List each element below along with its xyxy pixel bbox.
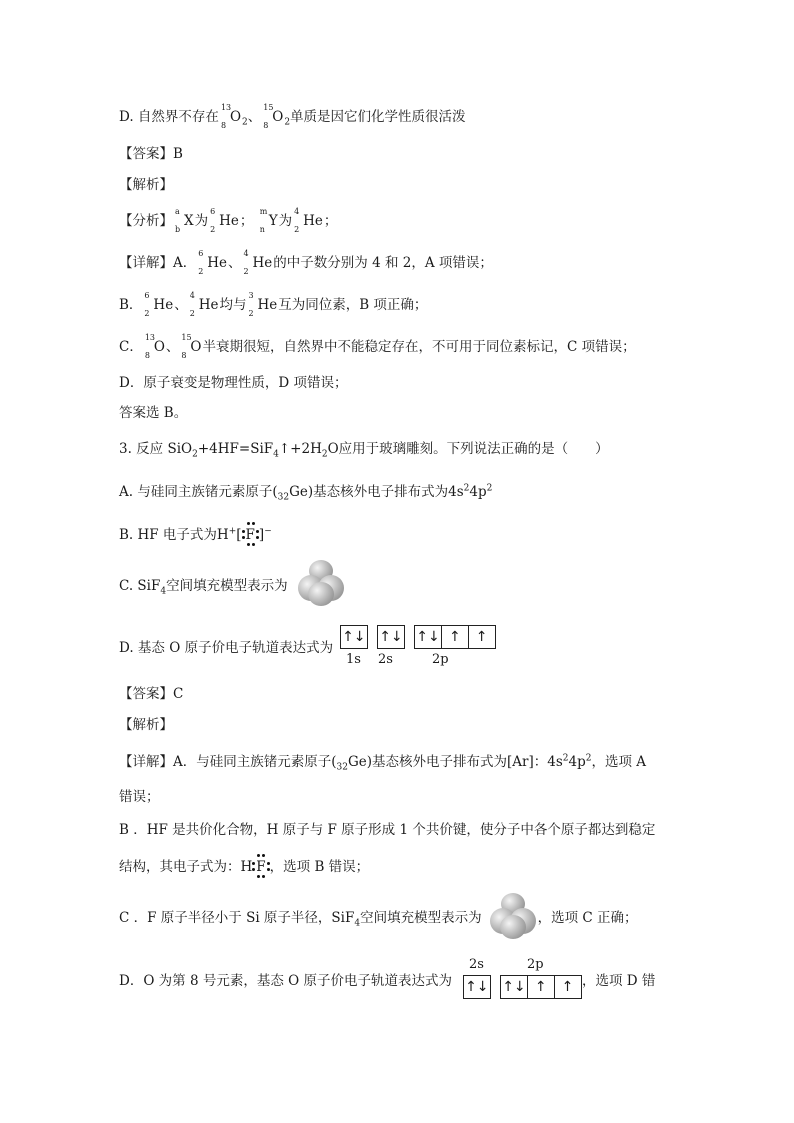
question-3: 3. 反应 $SiO_2+4HF=SiF_4↑+2H_2O$应用于玻璃雕刻。下列说法正确的是（ ） bbox=[119, 441, 609, 460]
orbital-label-2p-b: 2p bbox=[527, 957, 544, 972]
detail2-a-cont: 错误； bbox=[119, 789, 160, 805]
orbital-diagram-d bbox=[341, 625, 496, 649]
detail2-b: B ．HF 是共价化合物，H 原子与 F 原子形成 1 个共价键，使分子中各个原子都达到稳定 bbox=[119, 822, 656, 838]
detail-c-line: C． 13 8 O、 15 8 O半衰期很短，自然界中不能稳定存在，不可用于同位素标记，C 项错误； bbox=[119, 333, 636, 360]
orbital-2p-b1: ↑↓ bbox=[500, 975, 528, 999]
space-filling-model-icon-2 bbox=[488, 893, 540, 941]
detail2-b-cont: 结构，其电子式为：H F ，选项 B 错误； bbox=[119, 857, 369, 877]
isotope-o13: 13 8 O bbox=[220, 103, 242, 130]
answer-heading-2: 【答案】C bbox=[119, 686, 184, 702]
isotope-o13-c: 13 8 O bbox=[144, 333, 165, 360]
orbital-diagram-detail bbox=[464, 975, 582, 999]
option-d: D. 基态 O 原子价电子轨道表达式为 bbox=[119, 640, 334, 656]
isotope-o15: 15 8 O bbox=[263, 103, 284, 130]
detail2-a: 【详解】A．与硅同主族锗元素原子$(_{32}Ge)$基态核外电子排布式为[Ar]：$4s^24p^2$，选项 A bbox=[119, 753, 647, 773]
detail2-d: D．O 为第 8 号元素，基态 O 原子价电子轨道表达式为 bbox=[119, 973, 453, 989]
isotope-he4-b: 4 2 He bbox=[189, 291, 219, 318]
isotope-he4-a: 4 2 He bbox=[243, 249, 273, 276]
isotope-he4: 4 2 He bbox=[294, 207, 323, 234]
orbital-label-2p: 2p bbox=[432, 652, 449, 667]
isotope-o15-c: 15 8 O bbox=[181, 333, 202, 360]
isotope-he6-a: 6 2 He bbox=[198, 249, 228, 276]
orbital-label-2s-b: 2s bbox=[469, 957, 484, 972]
orbital-label-1s: 1s bbox=[346, 652, 361, 667]
fenxi-line: 【分析】 a b X为 6 2 He； m n Y为 4 2 He； bbox=[119, 207, 338, 234]
orbital-2p-3: ↑ bbox=[468, 625, 496, 649]
detail-b-line: B． 6 2 He、 4 2 He均与 3 2 He互为同位素，B 项正确； bbox=[119, 291, 428, 318]
analysis-heading-2: 【解析】 bbox=[119, 717, 173, 733]
isotope-he6: 6 2 He bbox=[210, 207, 239, 234]
orbital-2p-b3: ↑ bbox=[554, 975, 582, 999]
orbital-2s-b: ↑↓ bbox=[463, 975, 491, 999]
space-filling-model-icon bbox=[296, 560, 348, 608]
detail2-c: C ．F 原子半径小于 Si 原子半径，SiF$_4$空间填充模型表示为 ，选项 C 正确； bbox=[119, 910, 638, 929]
option-c: C. SiF$_4$空间填充模型表示为 bbox=[119, 578, 288, 597]
isotope-he6-b: 6 2 He bbox=[144, 291, 174, 318]
text: D. 自然界不存在 bbox=[119, 109, 219, 125]
answer-heading-1: 【答案】B bbox=[119, 146, 183, 162]
conclusion: 答案选 B。 bbox=[119, 405, 188, 421]
analysis-heading-1: 【解析】 bbox=[119, 177, 173, 193]
orbital-2p-b2: ↑ bbox=[527, 975, 555, 999]
option-a: A. 与硅同主族锗元素原子$(_{32}Ge)$基态核外电子排布式为$4s^24p^2$ bbox=[119, 483, 493, 503]
lewis-f-ion: F bbox=[242, 525, 259, 545]
option-b: B. HF 电子式为H+[ F ]− bbox=[119, 525, 272, 545]
option-d-previous: D. 自然界不存在 13 8 $O_2$、 15 8 $O_2$单质是因它们化学性质很活泼 bbox=[119, 103, 466, 130]
orbital-2p-1: ↑↓ bbox=[414, 625, 442, 649]
lewis-hf: F bbox=[252, 857, 269, 877]
detail2-d-end: ，选项 D 错 bbox=[582, 973, 656, 989]
detail-d-line: D．原子衰变是物理性质，D 项错误； bbox=[119, 375, 348, 391]
orbital-2p-2: ↑ bbox=[441, 625, 469, 649]
orbital-label-2s: 2s bbox=[378, 652, 393, 667]
orbital-1s: ↑↓ bbox=[340, 625, 368, 649]
orbital-2s: ↑↓ bbox=[377, 625, 405, 649]
isotope-y: m n Y bbox=[259, 207, 278, 234]
isotope-he3: 3 2 He bbox=[248, 291, 278, 318]
detail-a-line: 【详解】A． 6 2 He、 4 2 He的中子数分别为 4 和 2，A 项错误； bbox=[119, 249, 493, 276]
isotope-x: a b X bbox=[175, 207, 194, 234]
